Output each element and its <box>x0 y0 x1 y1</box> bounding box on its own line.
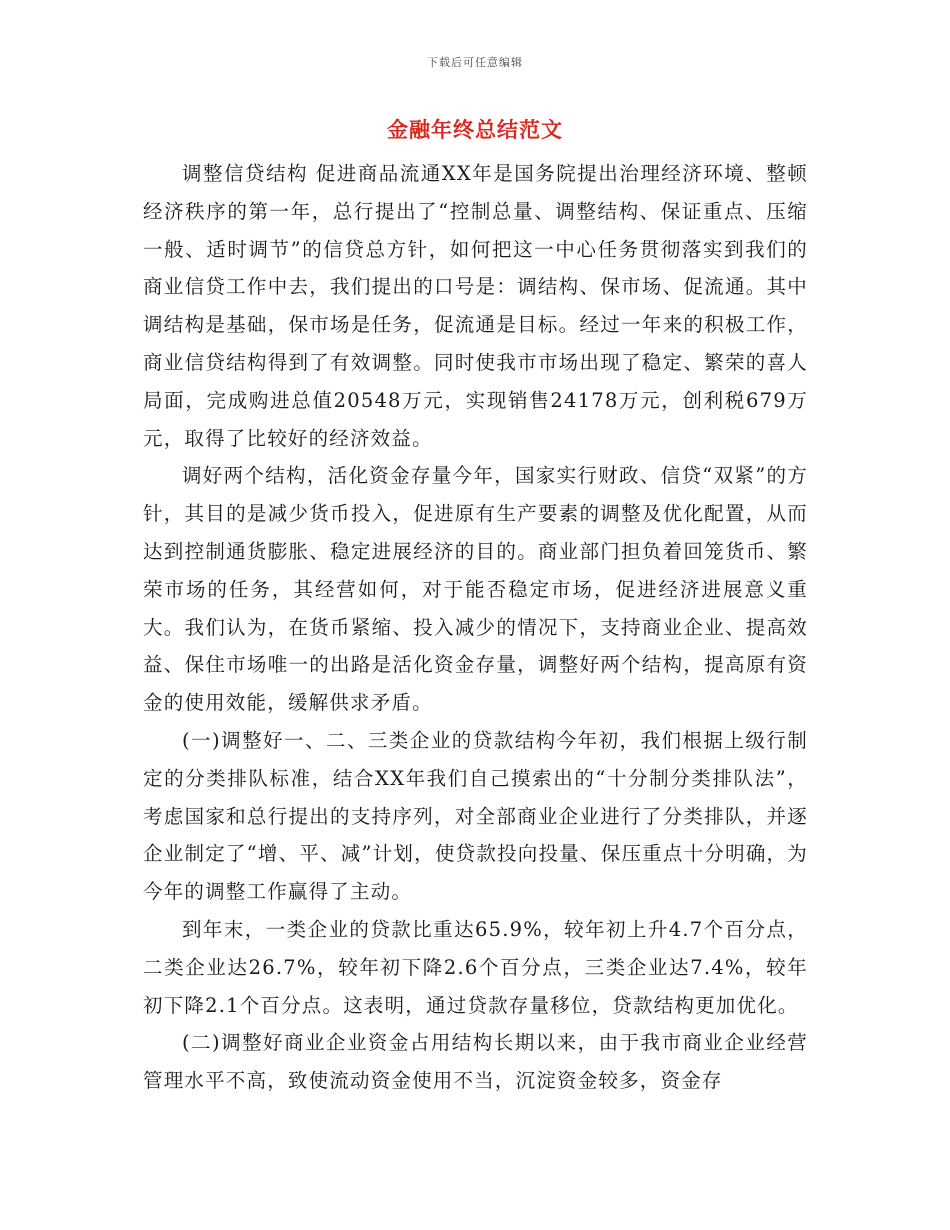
paragraph-2: 调好两个结构，活化资金存量今年，国家实行财政、信贷“双紧”的方针，其目的是减少货币投入，促进原有生产要素的调整及优化配置，从而达到控制通货膨胀、稳定进展经济的目的。商业部门担负着回笼货币、繁荣市场的任务，其经营如何，对于能否稳定市场，促进经济进展意义重大。我们认为，在货币紧缩、投入减少的情况下，支持商业企业、提高效益、保住市场唯一的出路是活化资金存量，调整好两个结构，提高原有资金的使用效能，缓解供求矛盾。 <box>143 464 808 715</box>
document-body <box>143 155 808 1100</box>
paragraph-3: (一)调整好一、二、三类企业的贷款结构今年初，我们根据上级行制定的分类排队标准，结合XX年我们自己摸索出的“十分制分类排队法”，考虑国家和总行提出的支持序列，对全部商业企业进行了分类排队，并逐企业制定了“增、平、减”计划，使贷款投向投量、保压重点十分明确，为今年的调整工作赢得了主动。 <box>143 728 808 904</box>
header-note: 下载后可任意编辑 <box>427 56 523 69</box>
document-title: 金融年终总结范文 <box>387 117 563 142</box>
paragraph-4: 到年末，一类企业的贷款比重达65.9%，较年初上升4.7个百分点，二类企业达26.7%，较年初下降2.6个百分点，三类企业达7.4%，较年初下降2.1个百分点。这表明，通过贷款存量移位，贷款结构更加优化。 <box>143 917 808 1017</box>
paragraph-1: 调整信贷结构 促进商品流通XX年是国务院提出治理经济环境、整顿经济秩序的第一年，总行提出了“控制总量、调整结构、保证重点、压缩一般、适时调节”的信贷总方针，如何把这一中心任务贯彻落实到我们的商业信贷工作中去，我们提出的口号是：调结构、保市场、促流通。其中调结构是基础，保市场是任务，促流通是目标。经过一年来的积极工作，商业信贷结构得到了有效调整。同时使我市市场出现了稳定、繁荣的喜人局面，完成购进总值20548万元，实现销售24178万元，创利税679万元，取得了比较好的经济效益。 <box>143 162 808 450</box>
paragraph-5: (二)调整好商业企业资金占用结构长期以来，由于我市商业企业经营管理水平不高，致使流动资金使用不当，沉淀资金较多，资金存 <box>143 1031 808 1093</box>
